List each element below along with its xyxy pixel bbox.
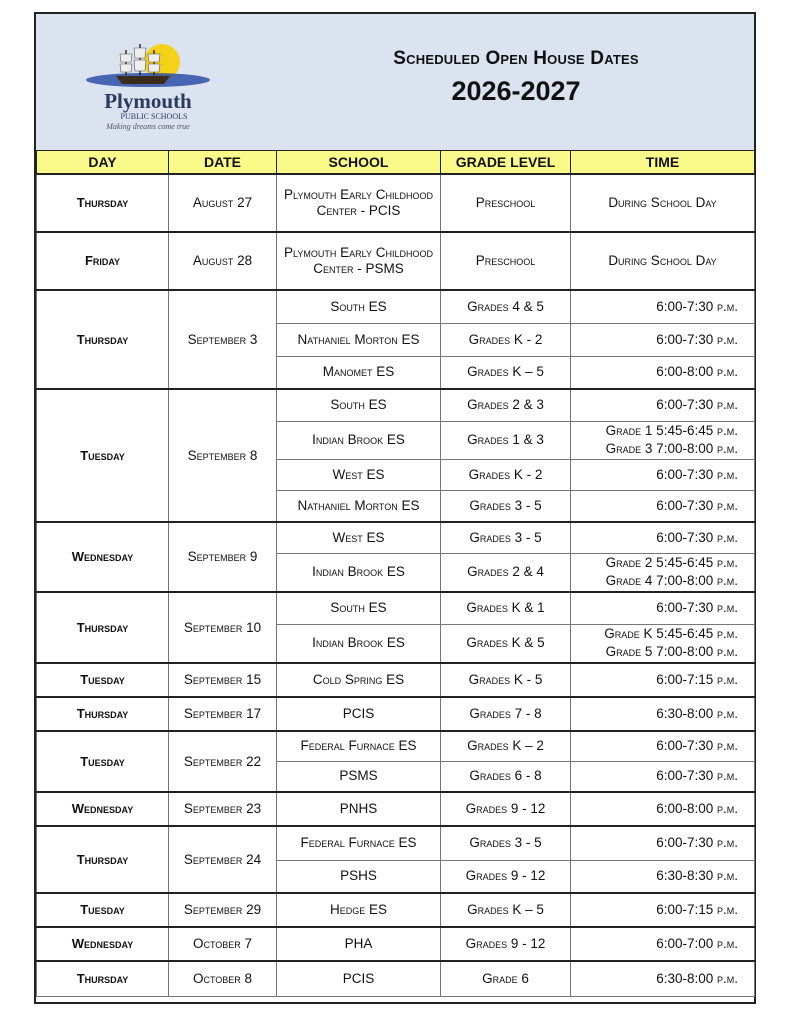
time-cell: 6:00-8:00 p.m. — [571, 792, 755, 826]
grade-cell: Grades 2 & 4 — [441, 553, 571, 592]
grade-cell: Grades 2 & 3 — [441, 389, 571, 421]
time-cell — [571, 553, 755, 592]
school-cell: Plymouth Early Childhood Center - PSMS — [277, 232, 441, 290]
date-cell: September 22 — [169, 731, 277, 792]
date-cell: August 27 — [169, 174, 277, 232]
table-header-row — [37, 151, 755, 175]
school-cell: Hedge ES — [277, 893, 441, 927]
school-cell: PSMS — [277, 761, 441, 792]
grade-cell: Grades K – 5 — [441, 893, 571, 927]
grade-cell: Grades 9 - 12 — [441, 792, 571, 826]
day-cell: Thursday — [37, 592, 169, 663]
school-cell: West ES — [277, 522, 441, 553]
page-title: Scheduled Open House Dates — [393, 48, 639, 69]
school-cell: PSHS — [277, 860, 441, 893]
grade-cell: Grades 4 & 5 — [441, 290, 571, 323]
time-cell: 6:00-7:30 p.m. — [571, 826, 755, 860]
day-cell: Friday — [37, 232, 169, 290]
school-cell: Manomet ES — [277, 356, 441, 389]
grade-cell: Grades K & 1 — [441, 592, 571, 624]
header-banner — [36, 14, 754, 152]
grade-cell: Grades 6 - 8 — [441, 761, 571, 792]
time-line: Grade 2 5:45-6:45 p.m. — [605, 555, 738, 571]
school-cell: PHA — [277, 927, 441, 961]
time-cell: 6:00-7:30 p.m. — [571, 731, 755, 761]
date-cell: September 17 — [169, 697, 277, 731]
school-cell: Federal Furnace ES — [277, 826, 441, 860]
day-cell: Thursday — [37, 290, 169, 389]
time-line: Grade 3 7:00-8:00 p.m. — [605, 441, 738, 456]
time-cell: 6:00-7:30 p.m. — [571, 290, 755, 323]
school-cell: Indian Brook ES — [277, 553, 441, 592]
day-cell: Thursday — [37, 826, 169, 893]
grade-cell: Preschool — [441, 232, 571, 290]
date-cell: September 10 — [169, 592, 277, 663]
day-cell: Wednesday — [37, 927, 169, 961]
time-cell: 6:00-7:30 p.m. — [571, 522, 755, 553]
day-cell: Wednesday — [37, 522, 169, 592]
grade-cell: Grade 6 — [441, 961, 571, 996]
time-cell: 6:30-8:30 p.m. — [571, 860, 755, 893]
school-cell: West ES — [277, 459, 441, 490]
grade-cell: Grades 9 - 12 — [441, 927, 571, 961]
date-cell: September 15 — [169, 663, 277, 697]
col-time: TIME — [571, 151, 755, 175]
table-row — [37, 893, 755, 927]
grade-cell: Preschool — [441, 174, 571, 232]
date-cell: September 24 — [169, 826, 277, 893]
table-row — [37, 174, 755, 232]
school-cell: South ES — [277, 290, 441, 323]
date-cell: September 3 — [169, 290, 277, 389]
time-cell: 6:00-8:00 p.m. — [571, 356, 755, 389]
district-logo — [86, 36, 216, 136]
table-row — [37, 592, 755, 624]
col-grade-level: GRADE LEVEL — [441, 151, 571, 175]
time-cell: 6:00-7:15 p.m. — [571, 663, 755, 697]
grade-cell: Grades 1 & 3 — [441, 421, 571, 459]
time-cell — [571, 624, 755, 663]
day-cell: Tuesday — [37, 731, 169, 792]
school-cell: Nathaniel Morton ES — [277, 490, 441, 522]
day-cell: Tuesday — [37, 389, 169, 522]
grade-cell: Grades K & 5 — [441, 624, 571, 663]
schedule-frame — [34, 12, 756, 1004]
svg-text:Making dreams come true: Making dreams come true — [106, 122, 190, 131]
date-cell: August 28 — [169, 232, 277, 290]
table-row — [37, 697, 755, 731]
grade-cell: Grades K - 2 — [441, 323, 571, 356]
time-cell: 6:30-8:00 p.m. — [571, 961, 755, 996]
grade-cell: Grades 7 - 8 — [441, 697, 571, 731]
time-cell — [571, 421, 755, 459]
grade-cell: Grades K – 5 — [441, 356, 571, 389]
ship-logo-icon — [86, 36, 216, 136]
school-cell: South ES — [277, 389, 441, 421]
table-body — [37, 174, 755, 996]
time-cell: 6:00-7:30 p.m. — [571, 761, 755, 792]
col-day: DAY — [37, 151, 169, 175]
date-cell: September 9 — [169, 522, 277, 592]
time-cell: 6:30-8:00 p.m. — [571, 697, 755, 731]
time-cell: 6:00-7:30 p.m. — [571, 323, 755, 356]
grade-cell: Grades 3 - 5 — [441, 826, 571, 860]
svg-text:PUBLIC SCHOOLS: PUBLIC SCHOOLS — [120, 112, 188, 121]
table-row — [37, 792, 755, 826]
col-date: DATE — [169, 151, 277, 175]
time-cell: 6:00-7:15 p.m. — [571, 893, 755, 927]
school-cell: Cold Spring ES — [277, 663, 441, 697]
grade-cell: Grades 3 - 5 — [441, 490, 571, 522]
school-cell: South ES — [277, 592, 441, 624]
time-cell: 6:00-7:00 p.m. — [571, 927, 755, 961]
date-cell: October 7 — [169, 927, 277, 961]
time-line: Grade 5 7:00-8:00 p.m. — [605, 644, 738, 660]
time-line: Grade 1 5:45-6:45 p.m. — [605, 423, 738, 438]
time-line: Grade K 5:45-6:45 p.m. — [604, 626, 738, 642]
table-row — [37, 389, 755, 421]
day-cell: Tuesday — [37, 663, 169, 697]
day-cell: Thursday — [37, 174, 169, 232]
grade-cell: Grades K - 2 — [441, 459, 571, 490]
date-cell: September 8 — [169, 389, 277, 522]
day-cell: Wednesday — [37, 792, 169, 826]
school-cell: PCIS — [277, 697, 441, 731]
school-cell: Indian Brook ES — [277, 421, 441, 459]
title-block — [336, 48, 696, 107]
table-row — [37, 290, 755, 323]
table-row — [37, 522, 755, 553]
date-cell: September 23 — [169, 792, 277, 826]
school-cell: Nathaniel Morton ES — [277, 323, 441, 356]
table-row — [37, 232, 755, 290]
time-cell: During School Day — [571, 174, 755, 232]
table-row — [37, 826, 755, 860]
svg-text:Plymouth: Plymouth — [104, 89, 192, 113]
school-cell: PNHS — [277, 792, 441, 826]
time-cell: 6:00-7:30 p.m. — [571, 389, 755, 421]
school-year: 2026-2027 — [451, 76, 581, 106]
grade-cell: Grades 3 - 5 — [441, 522, 571, 553]
col-school: SCHOOL — [277, 151, 441, 175]
day-cell: Thursday — [37, 697, 169, 731]
grade-cell: Grades K - 5 — [441, 663, 571, 697]
time-line: Grade 4 7:00-8:00 p.m. — [605, 573, 738, 589]
date-cell: October 8 — [169, 961, 277, 996]
school-cell: Federal Furnace ES — [277, 731, 441, 761]
grade-cell: Grades K – 2 — [441, 731, 571, 761]
open-house-table — [36, 150, 755, 997]
school-cell: PCIS — [277, 961, 441, 996]
grade-cell: Grades 9 - 12 — [441, 860, 571, 893]
school-cell: Indian Brook ES — [277, 624, 441, 663]
school-cell: Plymouth Early Childhood Center - PCIS — [277, 174, 441, 232]
date-cell: September 29 — [169, 893, 277, 927]
time-cell: 6:00-7:30 p.m. — [571, 592, 755, 624]
day-cell: Tuesday — [37, 893, 169, 927]
table-row — [37, 961, 755, 996]
time-cell: 6:00-7:30 p.m. — [571, 459, 755, 490]
table-row — [37, 663, 755, 697]
time-cell: 6:00-7:30 p.m. — [571, 490, 755, 522]
day-cell: Thursday — [37, 961, 169, 996]
table-row — [37, 731, 755, 761]
time-cell: During School Day — [571, 232, 755, 290]
table-row — [37, 927, 755, 961]
